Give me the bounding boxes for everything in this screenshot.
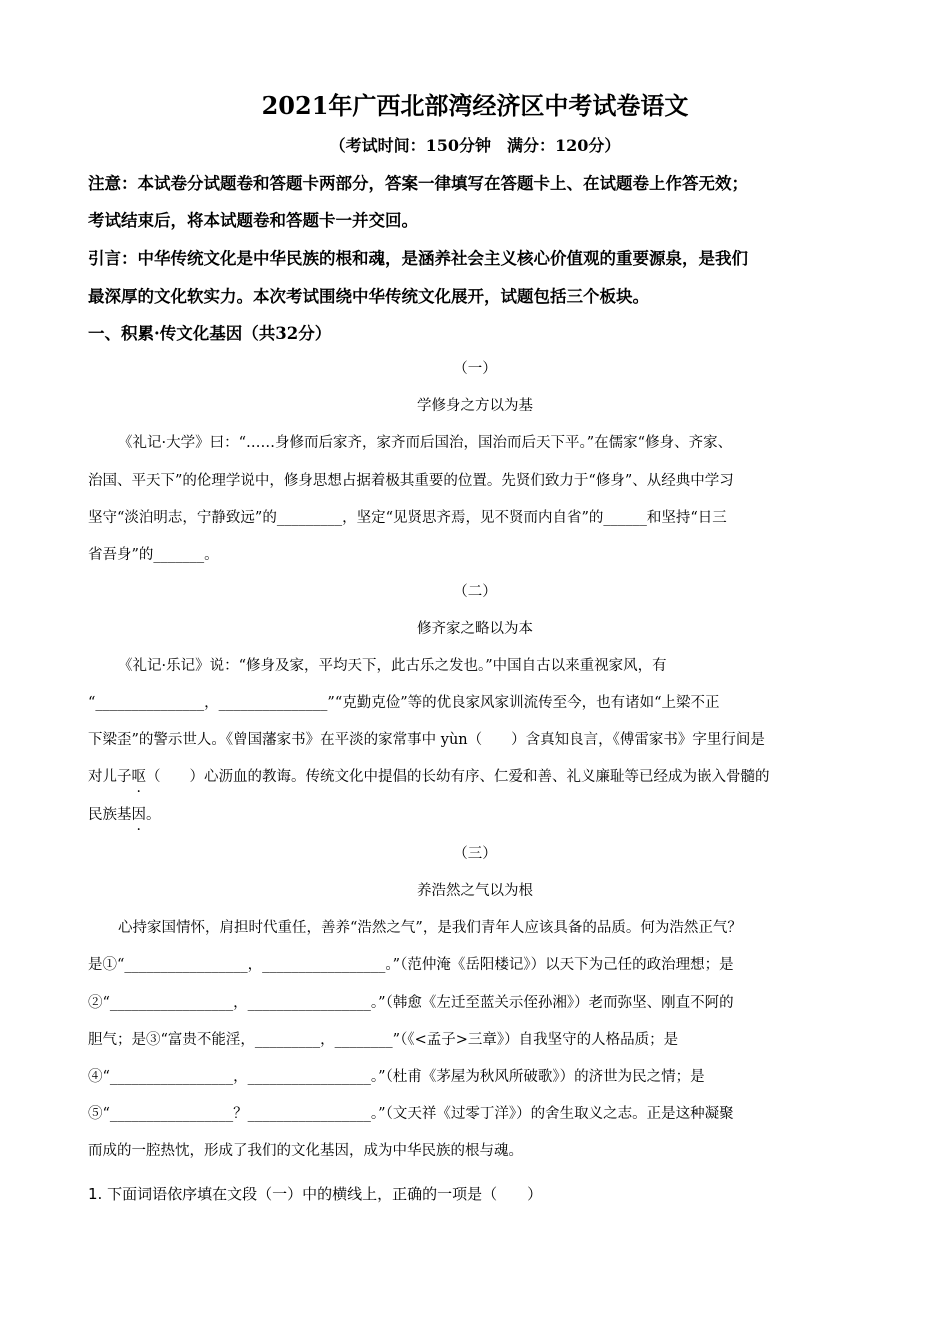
notice-line-1: 注意：本试卷分试题卷和答题卡两部分，答案一律填写在答题卡上、在试题卷上作答无效； xyxy=(88,174,748,193)
paragraph-line xyxy=(88,803,161,824)
part-2-heading: 修齐家之略以为本 xyxy=(417,621,533,637)
paragraph-line xyxy=(88,765,770,786)
paragraph-line: 胆气；是③“富贵不能淫，_________，________”（《<孟子>三章》）自我坚守的人格品质；是 xyxy=(88,1032,679,1048)
part-1-heading: 学修身之方以为基 xyxy=(417,398,533,414)
paragraph-line: 省吾身”的_______。 xyxy=(88,547,219,563)
page-title: 2021年广西北部湾经济区中考试卷语文 xyxy=(261,91,689,120)
part-1-number: （一） xyxy=(453,361,497,377)
paragraph-line: 心持家国情怀，肩担时代重任，善养“浩然之气”，是我们青年人应该具备的品质。何为浩然正气？ xyxy=(118,920,742,936)
paragraph-line: 而成的一腔热忱，形成了我们的文化基因，成为中华民族的根与魂。 xyxy=(88,1143,523,1159)
paragraph-line: ⑤“_________________？_________________。”（文天祥《过零丁洋》）的舍生取义之志。正是这种凝聚 xyxy=(88,1106,734,1122)
part-3-heading: 养浩然之气以为根 xyxy=(417,883,533,899)
notice-line-2: 考试结束后，将本试题卷和答题卡一并交回。 xyxy=(88,211,418,230)
intro-line-1: 引言：中华传统文化是中华民族的根和魂，是涵养社会主义核心价值观的重要源泉，是我们 xyxy=(88,249,748,268)
paragraph-line: 《礼记·大学》曰：“……身修而后家齐，家齐而后国治，国治而后天下平。”在儒家“修身、齐家、 xyxy=(118,435,733,451)
paragraph-line: 下梁歪”的警示世人。《曾国藩家书》在平淡的家常事中 yùn（ ）含真知良言，《傅雷家书》字里行间是 xyxy=(88,732,765,748)
emphasized-character: 因 xyxy=(131,807,146,823)
paragraph-line: “_______________，_______________”“克勤克俭”等的优良家风家训流传至今，也有诸如“上梁不正 xyxy=(88,695,720,711)
question-1: 1. 下面词语依序填在文段（一）中的横线上，正确的一项是（ ） xyxy=(88,1185,543,1203)
paragraph-line: 坚守“淡泊明志，宁静致远”的_________，坚定“见贤思齐焉，见不贤而内自省”的______和坚持“日三 xyxy=(88,510,727,526)
emphasized-character: 呕 xyxy=(131,769,146,785)
paragraph-line: 是①“_________________，_________________。”（范仲淹《岳阳楼记》）以天下为己任的政治理想；是 xyxy=(88,957,734,973)
paragraph-line: ②“_________________，_________________。”（韩愈《左迁至蓝关示侄孙湘》）老而弥坚、刚直不阿的 xyxy=(88,995,734,1011)
text-span: （ ）心沥血的教诲。传统文化中提倡的长幼有序、仁爱和善、礼义廉耻等已经成为嵌入骨髓的 xyxy=(146,769,770,785)
text-span: 民族基 xyxy=(88,807,132,823)
paragraph-line: 《礼记·乐记》说：“修身及家，平均天下，此古乐之发也。”中国自古以来重视家风，有 xyxy=(118,658,667,674)
intro-line-2: 最深厚的文化软实力。本次考试围绕中华传统文化展开，试题包括三个板块。 xyxy=(88,287,649,306)
paragraph-line: 治国、平天下”的伦理学说中，修身思想占据着极其重要的位置。先贤们致力于“修身”、从经典中学习 xyxy=(88,473,734,489)
section-heading: 一、积累·传文化基因（共32分） xyxy=(88,324,332,343)
part-3-number: （三） xyxy=(453,846,497,862)
text-span: 对儿子 xyxy=(88,769,132,785)
part-2-number: （二） xyxy=(453,584,497,600)
text-span: 。 xyxy=(146,807,161,823)
paragraph-line: ④“_________________，_________________。”（杜甫《茅屋为秋风所破歌》）的济世为民之情；是 xyxy=(88,1069,705,1085)
exam-info: （考试时间：150分钟 满分：120分） xyxy=(329,136,621,155)
